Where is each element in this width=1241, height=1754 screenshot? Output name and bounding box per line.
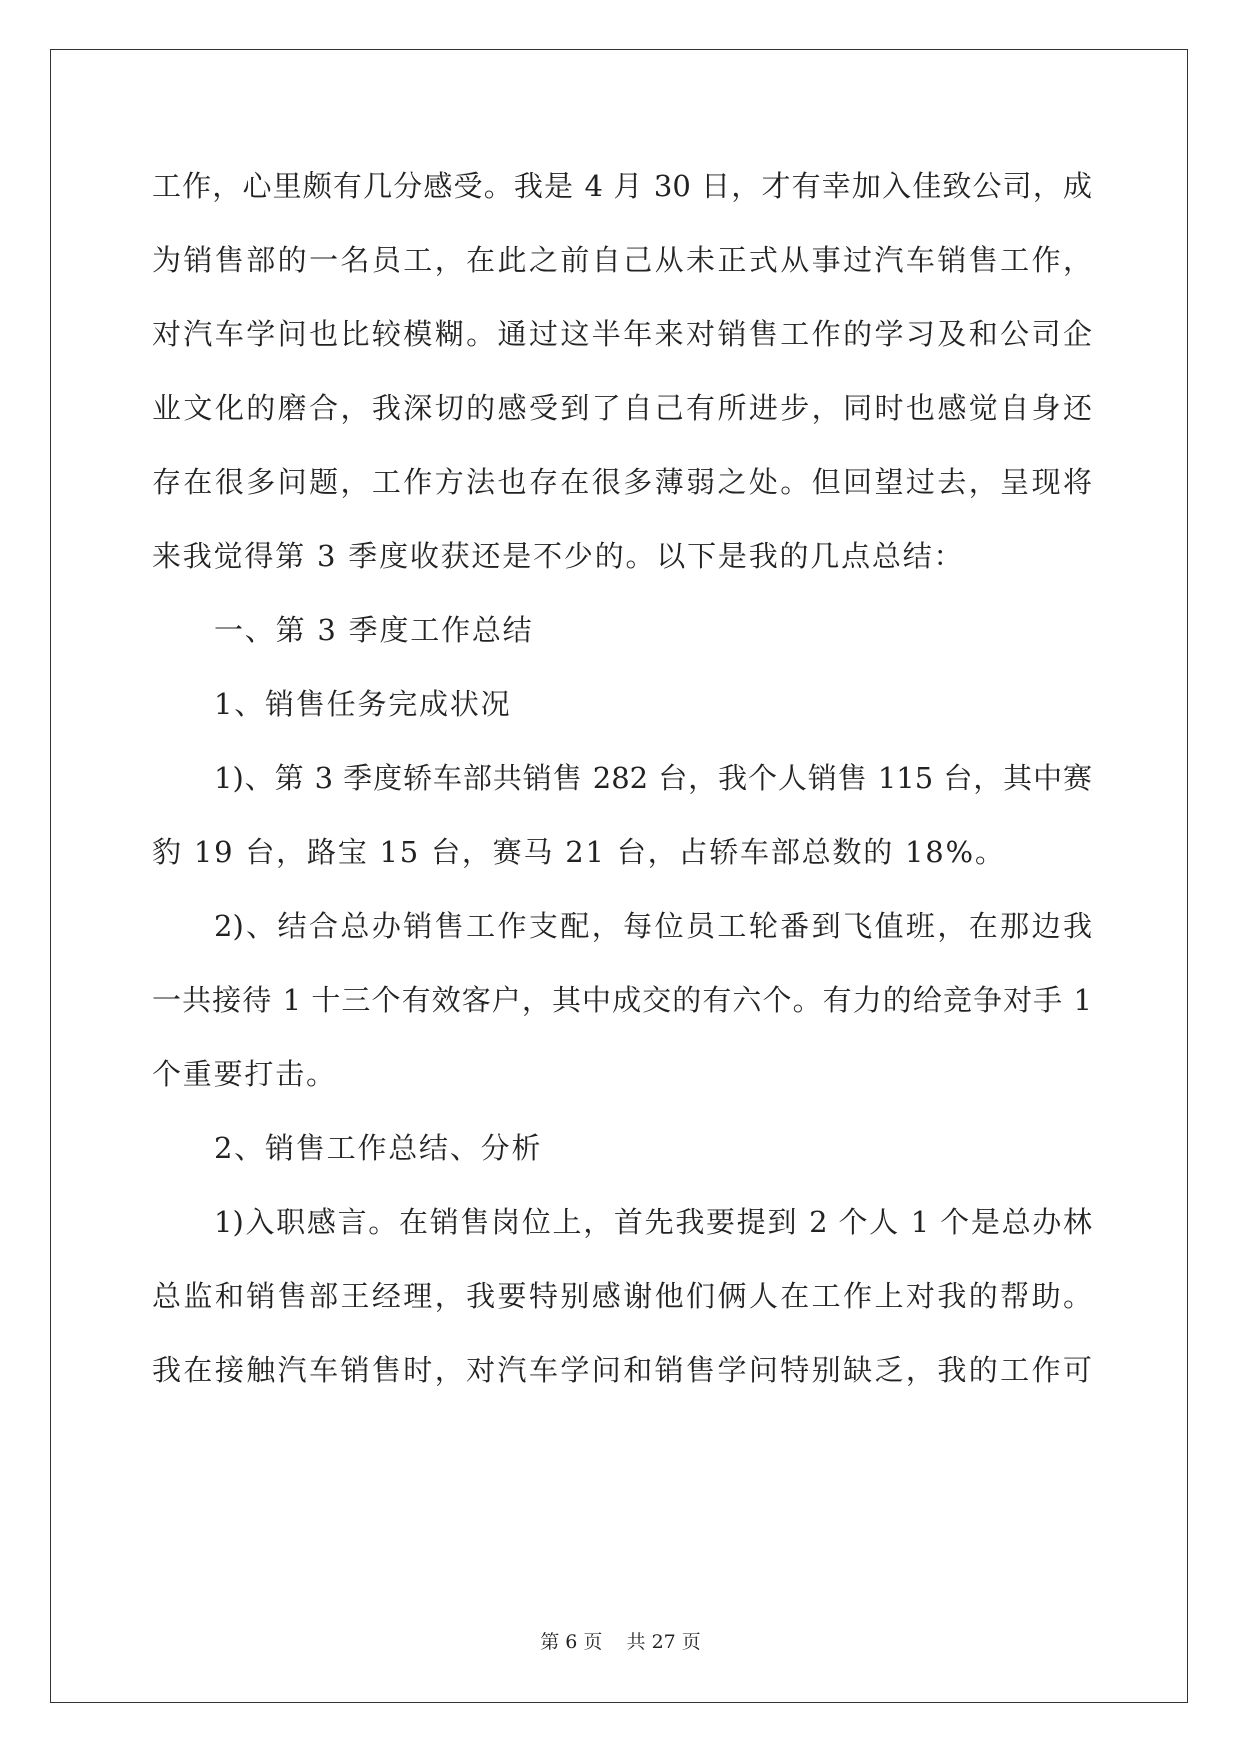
paragraph-line: 个重要打击。	[152, 1057, 337, 1091]
paragraph-line: 来我觉得第 3 季度收获还是不少的。以下是我的几点总结：	[152, 539, 965, 573]
page-total: 共 27 页	[626, 1631, 701, 1653]
page-footer	[0, 1627, 1241, 1654]
paragraph-line: 1)入职感言。在销售岗位上，首先我要提到 2 个人 1 个是总办林	[214, 1205, 1092, 1239]
paragraph-line: 存在很多问题，工作方法也存在很多薄弱之处。但回望过去，呈现将	[152, 465, 1092, 499]
paragraph-line: 豹 19 台，路宝 15 台，赛马 21 台，占轿车部总数的 18%。	[152, 835, 1006, 869]
subsection-heading: 2、销售工作总结、分析	[214, 1131, 543, 1165]
paragraph-line: 为销售部的一名员工，在此之前自己从未正式从事过汽车销售工作，	[152, 243, 1092, 277]
paragraph-line: 工作，心里颇有几分感受。我是 4 月 30 日，才有幸加入佳致公司，成	[152, 169, 1092, 203]
paragraph-line: 我在接触汽车销售时，对汽车学问和销售学问特别缺乏，我的工作可	[152, 1353, 1092, 1387]
page-border	[50, 49, 1188, 1703]
paragraph-line: 业文化的磨合，我深切的感受到了自己有所进步，同时也感觉自身还	[152, 391, 1092, 425]
subsection-heading: 1、销售任务完成状况	[214, 687, 512, 721]
section-heading: 一、第 3 季度工作总结	[214, 613, 534, 647]
paragraph-line: 总监和销售部王经理，我要特别感谢他们俩人在工作上对我的帮助。	[152, 1279, 1092, 1313]
page-number: 第 6 页	[540, 1631, 603, 1653]
paragraph-line: 对汽车学问也比较模糊。通过这半年来对销售工作的学习及和公司企	[152, 317, 1092, 351]
paragraph-line: 2)、结合总办销售工作支配，每位员工轮番到飞值班，在那边我	[214, 909, 1092, 943]
paragraph-line: 一共接待 1 十三个有效客户，其中成交的有六个。有力的给竞争对手 1	[152, 983, 1092, 1017]
paragraph-line: 1)、第 3 季度轿车部共销售 282 台，我个人销售 115 台，其中赛	[214, 761, 1092, 795]
